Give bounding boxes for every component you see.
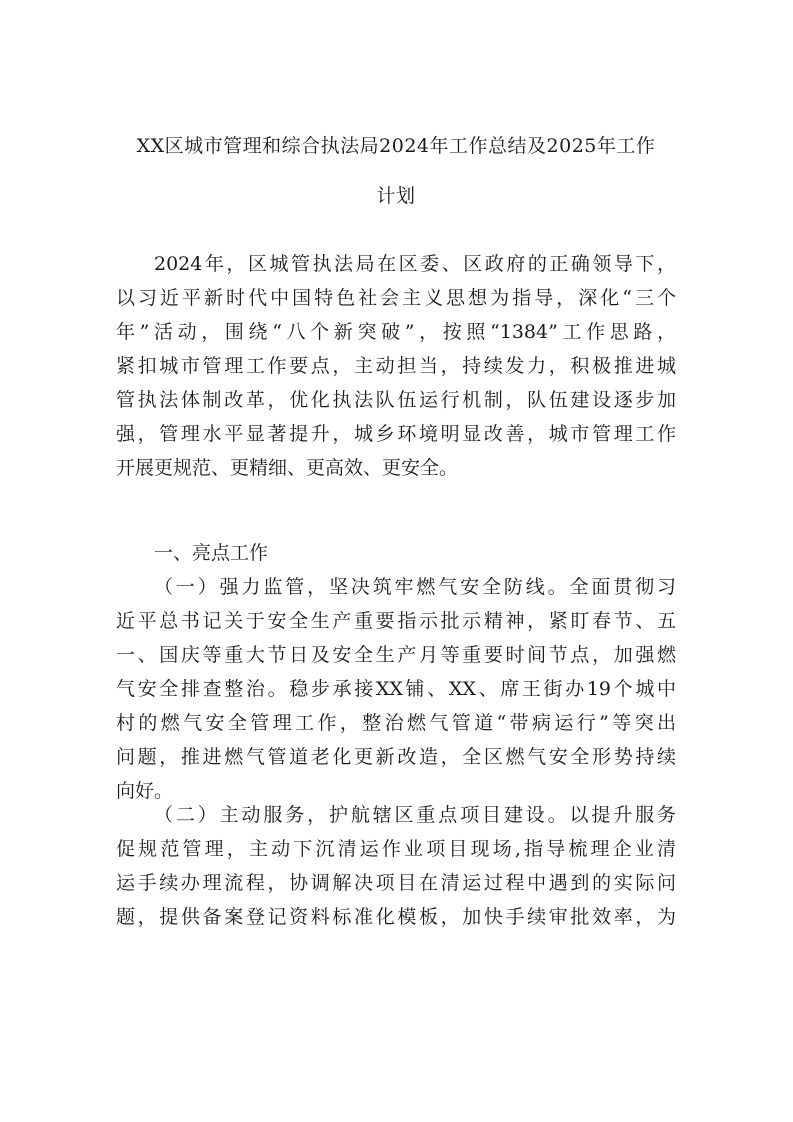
paragraph-line: （一）强力监管，坚决筑牢燃气安全防线。全面贯彻习 — [154, 576, 676, 598]
paragraph-line: 年”活动，围绕“八个新突破”，按照“1384”工作思路， — [116, 321, 676, 343]
paragraph-line: 管执法体制改革，优化执法队伍运行机制，队伍建设逐步加 — [116, 389, 676, 411]
document-title-line-1: XX区城市管理和综合执法局2024年工作总结及2025年工作 — [136, 135, 656, 157]
paragraph-line: 向好。 — [116, 780, 174, 802]
paragraph-line: 气安全排查整治。稳步承接XX铺、XX、席王街办19个城中 — [116, 678, 676, 700]
paragraph-line: （二）主动服务，护航辖区重点项目建设。以提升服务 — [154, 804, 676, 826]
paragraph-line: 开展更规范、更精细、更高效、更安全。 — [116, 457, 459, 479]
paragraph-line: 一、国庆等重大节日及安全生产月等重要时间节点，加强燃 — [116, 644, 676, 666]
paragraph-line: 问题，推进燃气管道老化更新改造，全区燃气安全形势持续 — [116, 746, 676, 768]
document-title-line-2: 计划 — [376, 185, 416, 207]
paragraph-line: 以习近平新时代中国特色社会主义思想为指导，深化“三个 — [116, 287, 676, 309]
paragraph-line: 题，提供备案登记资料标准化模板，加快手续审批效率，为 — [116, 906, 676, 928]
paragraph-line: 强，管理水平显著提升，城乡环境明显改善，城市管理工作 — [116, 423, 676, 445]
section-heading: 一、亮点工作 — [154, 542, 269, 564]
paragraph-line: 促规范管理，主动下沉清运作业项目现场,指导梳理企业清 — [116, 838, 676, 860]
paragraph-line: 近平总书记关于安全生产重要指示批示精神，紧盯春节、五 — [116, 610, 676, 632]
paragraph-line: 运手续办理流程，协调解决项目在清运过程中遇到的实际问 — [116, 872, 676, 894]
paragraph-line: 村的燃气安全管理工作，整治燃气管道“带病运行”等突出 — [116, 712, 676, 734]
paragraph-line: 2024年，区城管执法局在区委、区政府的正确领导下， — [154, 253, 676, 275]
paragraph-project-service — [116, 798, 676, 934]
paragraph-line: 紧扣城市管理工作要点，主动担当，持续发力，积极推进城 — [116, 355, 676, 377]
paragraph-gas-safety — [116, 570, 676, 808]
paragraph-intro — [116, 247, 676, 485]
